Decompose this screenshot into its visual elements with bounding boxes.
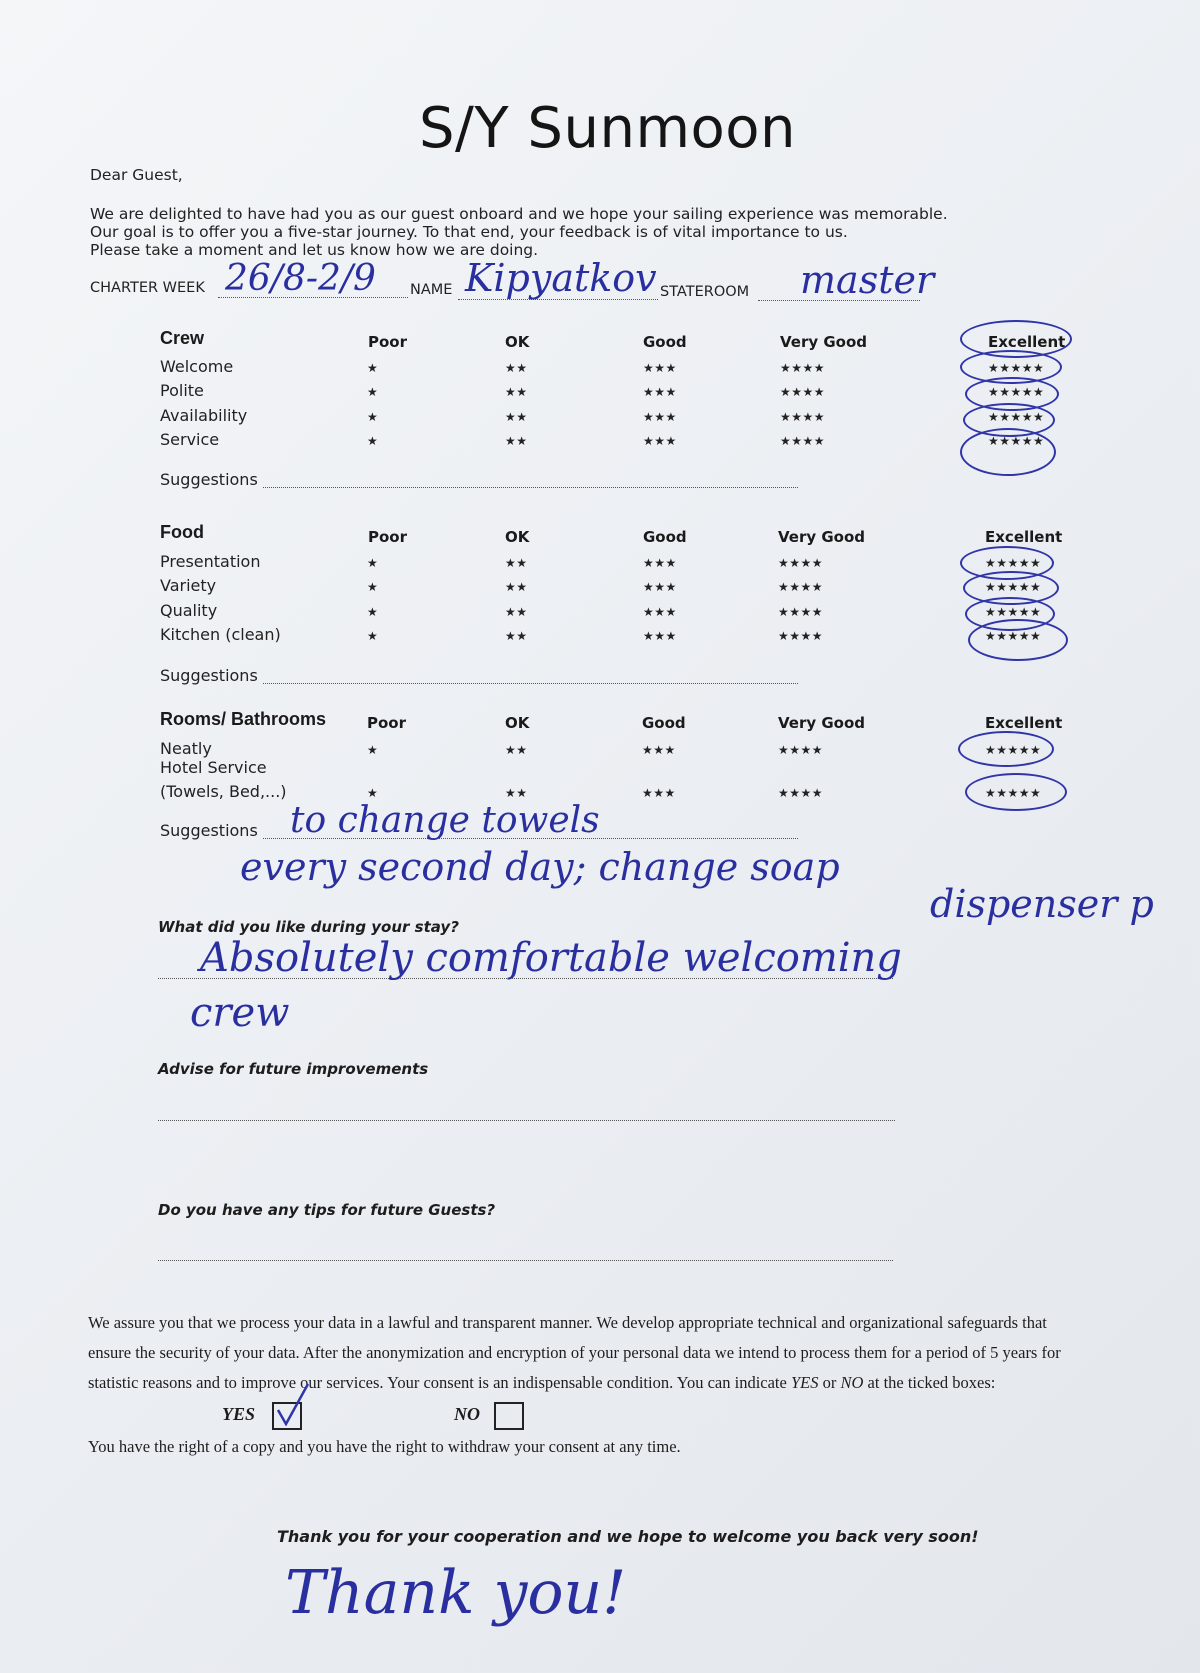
star-option[interactable]: ★ [367,556,379,570]
rooms-suggestions-field-line2[interactable]: every second day; change soap [240,845,840,889]
crew-suggestions-field[interactable] [263,487,798,488]
star-option[interactable]: ★★★★ [778,743,824,757]
star-option[interactable]: ★ [367,605,379,619]
charter-week-label: CHARTER WEEK [90,280,205,296]
star-option-selected[interactable]: ★★★★★ [988,434,1045,448]
star-option[interactable]: ★★ [505,361,528,375]
food-item-kitchen: Kitchen (clean) [160,625,281,644]
liked-question: What did you like during your stay? [158,918,459,936]
document-title: S/Y Sunmoon [418,96,797,161]
col-ok: OK [505,333,530,351]
star-option[interactable]: ★★★ [643,361,677,375]
star-option[interactable]: ★★ [505,786,528,800]
star-option[interactable]: ★★★★ [780,385,826,399]
charter-week-field[interactable]: 26/8-2/9 [225,258,376,299]
star-option[interactable]: ★★★★ [778,580,824,594]
star-option[interactable]: ★★★ [643,556,677,570]
closing-text: Thank you for your cooperation and we hope to welcome you back very soon! [277,1527,979,1546]
section-title-food: Food [160,522,204,542]
col-excellent: Excellent [985,528,1063,546]
star-option[interactable]: ★★★ [643,580,677,594]
name-label: NAME [410,282,453,298]
name-field[interactable]: Kipyatkov [465,256,657,300]
section-title-crew: Crew [160,328,205,348]
col-good: Good [643,528,687,546]
rooms-item-neatly: Neatly [160,739,212,758]
star-option-selected[interactable]: ★★★★★ [985,556,1042,570]
star-option-selected[interactable]: ★★★★★ [985,629,1042,643]
star-option[interactable]: ★★★★ [778,605,824,619]
crew-suggestions-label: Suggestions [160,470,258,489]
star-option-selected[interactable]: ★★★★★ [985,605,1042,619]
yes-label: YES [222,1404,256,1424]
rooms-suggestions-label: Suggestions [160,821,258,840]
star-option[interactable]: ★★★★ [778,629,824,643]
selection-circle [960,428,1056,476]
consent-paragraph [88,1308,1128,1398]
col-excellent: Excellent [985,714,1063,732]
rooms-suggestions-field[interactable]: to change towels [290,800,600,841]
col-poor: Poor [368,333,408,351]
liked-answer-field-line2[interactable]: crew [190,990,290,1036]
star-option[interactable]: ★ [367,786,379,800]
crew-item-polite: Polite [160,381,204,400]
food-suggestions-field[interactable] [263,683,798,684]
col-poor: Poor [367,714,407,732]
food-item-variety: Variety [160,576,217,595]
selection-circle [958,731,1054,767]
col-very-good: Very Good [778,528,866,546]
star-option-selected[interactable]: ★★★★★ [988,385,1045,399]
tips-question: Do you have any tips for future Guests? [158,1201,496,1219]
greeting: Dear Guest, [90,166,183,184]
star-option[interactable]: ★★★ [643,629,677,643]
star-option[interactable]: ★★ [505,434,528,448]
intro-line: Our goal is to offer you a five-star journey. To that end, your feedback is of vital importance to us. [90,223,848,241]
col-good: Good [643,333,687,351]
intro-line: We are delighted to have had you as our guest onboard and we hope your sailing experience was memorable. [90,205,948,223]
star-option[interactable]: ★ [367,410,379,424]
stateroom-field[interactable]: master [800,258,935,302]
col-excellent: Excellent [988,333,1066,351]
food-suggestions-label: Suggestions [160,666,258,685]
food-item-quality: Quality [160,601,218,620]
star-option[interactable]: ★★ [505,605,528,619]
col-good: Good [642,714,686,732]
star-option[interactable]: ★★★ [642,743,676,757]
star-option[interactable]: ★ [367,743,379,757]
rooms-item-towels-bed: (Towels, Bed,...) [160,782,287,801]
star-option[interactable]: ★★ [505,629,528,643]
star-option[interactable]: ★★ [505,580,528,594]
star-option[interactable]: ★ [367,361,379,375]
intro-paragraph [90,205,948,259]
crew-item-service: Service [160,430,220,449]
rights-text: You have the right of a copy and you have the right to withdraw your consent at any time. [88,1437,681,1456]
selection-circle [965,773,1067,811]
star-option[interactable]: ★★ [505,743,528,757]
col-poor: Poor [368,528,408,546]
star-option[interactable]: ★★★★ [780,361,826,375]
col-very-good: Very Good [780,333,868,351]
col-ok: OK [505,528,530,546]
section-title-rooms: Rooms/ Bathrooms [160,709,327,729]
tips-field[interactable] [158,1260,893,1261]
star-option[interactable]: ★★ [505,410,528,424]
no-checkbox[interactable] [494,1402,524,1430]
consent-line: ensure the security of your data. After the anonymization and encryption of your personal data we intend to process them for a period of 5 years for [88,1343,1061,1362]
star-option[interactable]: ★★★ [643,385,677,399]
intro-line: Please take a moment and let us know how we are doing. [90,241,539,259]
yes-checkbox[interactable] [272,1402,302,1430]
no-label: NO [454,1404,480,1424]
star-option[interactable]: ★★★ [643,605,677,619]
star-option[interactable]: ★★★★ [780,434,826,448]
star-option[interactable]: ★ [367,385,379,399]
crew-item-availability: Availability [160,406,248,425]
col-very-good: Very Good [778,714,866,732]
star-option[interactable]: ★★★★ [780,410,826,424]
liked-answer-field[interactable]: Absolutely comfortable welcoming [200,935,902,981]
check-mark-icon [272,1382,312,1426]
stateroom-label: STATEROOM [660,284,750,300]
star-option-selected[interactable]: ★★★★★ [985,743,1042,757]
rooms-suggestions-field-line3[interactable]: dispenser p [930,882,1154,926]
consent-line: statistic reasons and to improve our services. Your consent is an indispensable condition. You can indicate YES or NO at the ticked boxes: [88,1373,996,1392]
col-ok: OK [505,714,530,732]
star-option[interactable]: ★ [367,434,379,448]
rooms-item-hotel-service: Hotel Service [160,758,267,777]
star-option[interactable]: ★★★★ [778,556,824,570]
advise-field[interactable] [158,1120,895,1121]
star-option[interactable]: ★★★ [642,786,676,800]
star-option-selected[interactable]: ★★★★★ [988,361,1045,375]
star-option[interactable]: ★★★★ [778,786,824,800]
star-option[interactable]: ★★★ [643,410,677,424]
crew-item-welcome: Welcome [160,357,234,376]
star-option[interactable]: ★ [367,629,379,643]
advise-question: Advise for future improvements [158,1060,429,1078]
star-option-selected[interactable]: ★★★★★ [985,580,1042,594]
star-option-selected[interactable]: ★★★★★ [988,410,1045,424]
food-item-presentation: Presentation [160,552,261,571]
handwritten-thank-you: Thank you! [285,1558,627,1628]
star-option-selected[interactable]: ★★★★★ [985,786,1042,800]
star-option[interactable]: ★★★ [643,434,677,448]
selection-circle [968,619,1068,661]
star-option[interactable]: ★★ [505,385,528,399]
star-option[interactable]: ★★ [505,556,528,570]
star-option[interactable]: ★ [367,580,379,594]
consent-line: We assure you that we process your data in a lawful and transparent manner. We develop appropriate technical and organizational safeguards that [88,1313,1047,1332]
